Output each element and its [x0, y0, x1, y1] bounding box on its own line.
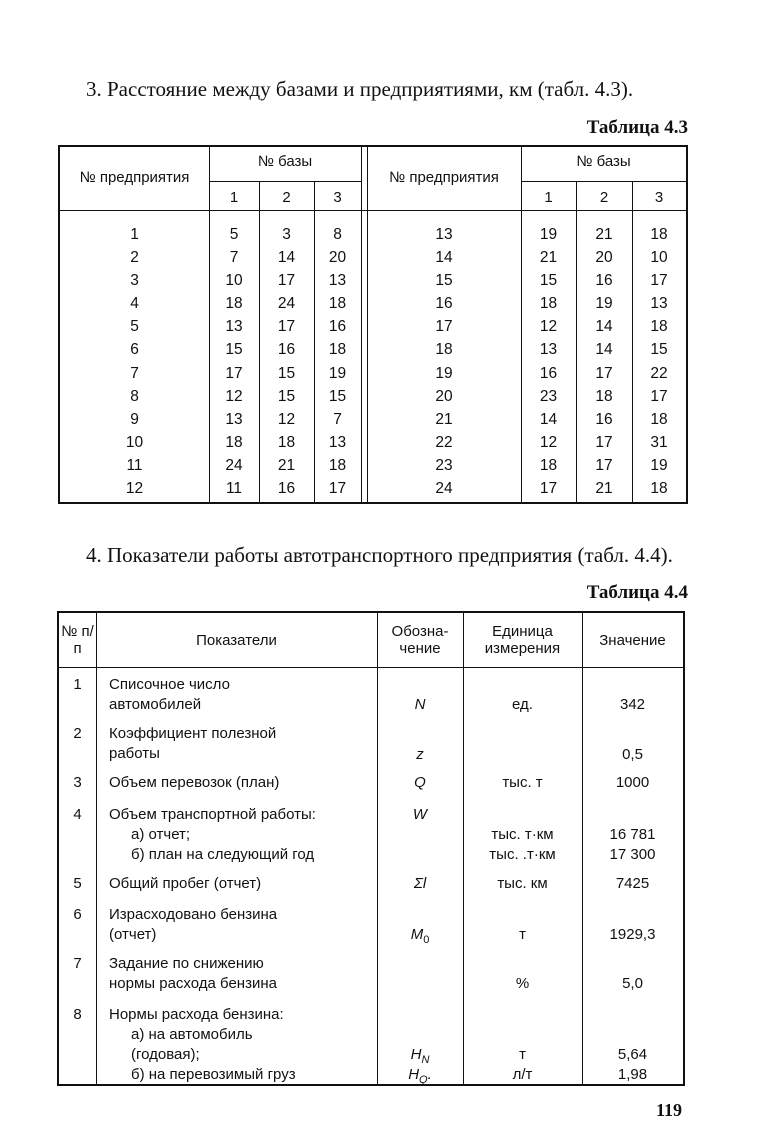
table-cell: 11	[126, 456, 143, 474]
base-col-1: 1	[544, 189, 553, 206]
row-unit: т	[519, 926, 526, 943]
table-cell: 9	[130, 410, 139, 428]
base1-column-left	[209, 223, 259, 500]
table-cell: 12	[225, 387, 243, 405]
table-cell: 2	[130, 249, 139, 267]
table-cell: 13	[225, 318, 243, 336]
table-cell: 18	[650, 480, 668, 498]
row-indicator: Нормы расхода бензина: а) на автомобиль (годовая); б) на перевозимый груз	[109, 1006, 296, 1083]
row-unit-b: тыс. .т·км	[489, 846, 556, 863]
row-symbol: N	[414, 696, 426, 713]
table-cell: 21	[595, 480, 613, 498]
table-cell: 19	[328, 364, 347, 382]
table-4-4-caption: Таблица 4.4	[586, 582, 688, 603]
table-cell: 18	[435, 341, 453, 359]
table-cell: 16	[595, 272, 613, 290]
table-cell: 8	[333, 226, 342, 243]
table-cell: 12	[539, 318, 558, 336]
table-cell: 12	[125, 480, 144, 498]
table-cell: 6	[130, 341, 139, 359]
table-cell: 18	[650, 410, 668, 428]
table-cell: 16	[277, 480, 296, 498]
row-symbol-b: $H_Q$.	[408, 1066, 432, 1086]
row-value: 1929,3	[609, 926, 656, 943]
row-value: 342	[619, 696, 646, 713]
table-cell: 14	[435, 249, 453, 267]
table-cell: 22	[435, 433, 453, 451]
base-col-3: 3	[654, 189, 664, 206]
table-cell: 18	[328, 456, 347, 474]
table-cell: 16	[595, 410, 613, 428]
table-cell: 15	[225, 341, 243, 359]
header-symbol: Обозна-чение	[391, 623, 449, 657]
row-indicator: Объем транспортной работы: а) отчет; б) план на следующий год	[109, 806, 316, 863]
distance-table	[58, 145, 688, 504]
row-value: 1000	[615, 774, 650, 791]
row-value-a: 5,64	[617, 1046, 648, 1063]
row-number: 6	[73, 906, 82, 923]
table-cell: 17	[595, 364, 613, 382]
table-cell: 17	[650, 272, 668, 290]
table-cell: 12	[539, 433, 558, 451]
table-cell: 17	[650, 387, 668, 405]
indicators-table	[57, 611, 685, 1086]
table-cell: 18	[650, 318, 668, 336]
table-cell: 18	[650, 226, 668, 243]
row-value-a: 16 781	[609, 826, 656, 843]
base3-column-right	[632, 223, 686, 500]
table-cell: 15	[435, 272, 453, 290]
table-cell: 24	[435, 480, 453, 498]
row-unit-a: тыс. т·км	[491, 826, 554, 843]
row-number: 4	[73, 806, 82, 823]
row-indicator: Коэффициент полезной работы	[109, 725, 277, 762]
table-cell: 13	[650, 295, 668, 313]
base-header-left: № базы	[257, 153, 313, 170]
row-unit: тыс. км	[497, 875, 548, 892]
base2-column-left	[259, 223, 314, 500]
row-symbol: Q	[414, 774, 426, 791]
table-cell: 18	[225, 295, 243, 313]
table-cell: 18	[328, 295, 347, 313]
table-cell: 16	[435, 295, 453, 313]
table-cell: 23	[539, 387, 558, 405]
table-cell: 18	[539, 456, 558, 474]
page-number: 119	[655, 1100, 682, 1120]
section-4-heading: 4. Показатели работы автотранспортного предприятия (табл. 4.4).	[86, 543, 673, 567]
table-cell: 15	[277, 387, 296, 405]
table-cell: 10	[225, 272, 243, 290]
table-cell: 16	[539, 364, 558, 382]
table-cell: 20	[595, 249, 613, 267]
table-cell: 11	[225, 480, 243, 498]
table-cell: 23	[435, 456, 453, 474]
table-cell: 15	[539, 272, 558, 290]
table-cell: 10	[125, 433, 144, 451]
table-cell: 13	[435, 226, 453, 243]
row-symbol: $M_0$	[410, 926, 430, 946]
enterprise-header-left: № предприятия	[79, 169, 190, 186]
table-cell: 21	[435, 410, 453, 428]
row-unit-a: т	[519, 1046, 526, 1063]
table-cell: 12	[277, 410, 296, 428]
table-cell: 31	[650, 433, 668, 451]
table-cell: 14	[595, 318, 613, 336]
table-cell: 15	[277, 364, 296, 382]
header-indicator: Показатели	[196, 631, 277, 649]
row-value: 5,0	[622, 975, 643, 992]
row-unit: %	[515, 975, 530, 992]
table-cell: 13	[225, 410, 243, 428]
table-cell: 19	[595, 295, 613, 313]
row-indicator: Списочное число автомобилей	[109, 676, 230, 713]
table-cell: 17	[277, 272, 296, 290]
table-cell: 7	[229, 249, 239, 267]
table-cell: 7	[130, 364, 139, 382]
table-cell: 19	[539, 226, 558, 243]
row-unit: тыс. т	[502, 774, 543, 791]
row-symbol: W	[412, 806, 428, 823]
table-cell: 16	[328, 318, 347, 336]
row-value: 7425	[615, 875, 650, 892]
table-cell: 17	[277, 318, 296, 336]
enterprise-header-right: № предприятия	[389, 169, 499, 186]
table-cell: 13	[539, 341, 558, 359]
table-cell: 13	[328, 272, 347, 290]
table-cell: 5	[130, 318, 139, 336]
header-value: Значение	[599, 631, 666, 649]
row-value: 0,5	[622, 746, 643, 763]
row-number: 8	[73, 1006, 82, 1023]
table-cell: 22	[650, 364, 668, 382]
table-cell: 18	[277, 433, 296, 451]
base-col-3: 3	[333, 189, 342, 206]
table-cell: 21	[277, 456, 296, 474]
row-indicator: Общий пробег (отчет)	[109, 875, 262, 892]
table-cell: 14	[277, 249, 296, 267]
table-cell: 7	[333, 410, 342, 428]
table-cell: 16	[277, 341, 296, 359]
table-cell: 18	[328, 341, 347, 359]
header-unit: Единица измерения	[484, 623, 561, 657]
table-cell: 21	[539, 249, 558, 267]
table-cell: 20	[328, 249, 347, 267]
row-indicator: Объем перевозок (план)	[109, 774, 280, 791]
table-cell: 1	[130, 226, 139, 243]
row-symbol-a: $H_N$	[410, 1046, 430, 1066]
header-num: № п/п	[61, 623, 94, 657]
table-cell: 17	[435, 318, 453, 336]
table-cell: 17	[595, 456, 613, 474]
row-number: 7	[73, 955, 82, 972]
table-cell: 5	[229, 226, 239, 243]
base-header-right: № базы	[576, 153, 631, 170]
enterprise-column-right	[367, 223, 521, 500]
table-cell: 17	[539, 480, 558, 498]
table-cell: 14	[539, 410, 558, 428]
table-cell: 17	[225, 364, 243, 382]
table-cell: 17	[595, 433, 613, 451]
table-cell: 17	[328, 480, 347, 498]
table-cell: 19	[650, 456, 668, 474]
table-cell: 24	[277, 295, 296, 313]
table-cell: 18	[225, 433, 243, 451]
row-number: 1	[73, 676, 82, 693]
table-cell: 24	[225, 456, 243, 474]
table-cell: 15	[650, 341, 668, 359]
row-value-b: 1,98	[617, 1066, 648, 1083]
base3-column-left	[314, 223, 361, 500]
table-cell: 4	[130, 295, 139, 313]
table-4-3-caption: Таблица 4.3	[586, 117, 688, 138]
table-cell: 14	[595, 341, 613, 359]
table-cell: 10	[650, 249, 668, 267]
table-cell: 18	[539, 295, 558, 313]
table-cell: 21	[595, 226, 613, 243]
row-value-b: 17 300	[609, 846, 656, 863]
row-number: 5	[73, 875, 82, 892]
row-unit: ед.	[512, 696, 533, 713]
row-number: 2	[73, 725, 82, 742]
row-indicator: Задание по снижению нормы расхода бензина	[109, 955, 277, 992]
table-cell: 13	[328, 433, 347, 451]
base1-column-right	[521, 223, 576, 500]
table-cell: 3	[282, 226, 291, 243]
base-col-2: 2	[282, 189, 291, 206]
table-cell: 19	[435, 364, 453, 382]
table-cell: 20	[435, 387, 453, 405]
row-symbol: z	[416, 746, 424, 763]
row-unit-b: л/т	[512, 1066, 533, 1083]
base-col-1: 1	[229, 189, 239, 206]
table-cell: 3	[130, 272, 139, 290]
base2-column-right	[576, 223, 632, 500]
table-cell: 15	[328, 387, 347, 405]
table-cell: 8	[130, 387, 139, 405]
row-indicator: Израсходовано бензина (отчет)	[109, 906, 278, 943]
table-cell: 18	[595, 387, 613, 405]
enterprise-column-left	[60, 223, 209, 500]
row-symbol: Σl	[413, 875, 427, 892]
row-number: 3	[73, 774, 82, 791]
base-col-2: 2	[599, 189, 609, 206]
section-3-heading: 3. Расстояние между базами и предприятиями, км (табл. 4.3).	[86, 77, 634, 101]
